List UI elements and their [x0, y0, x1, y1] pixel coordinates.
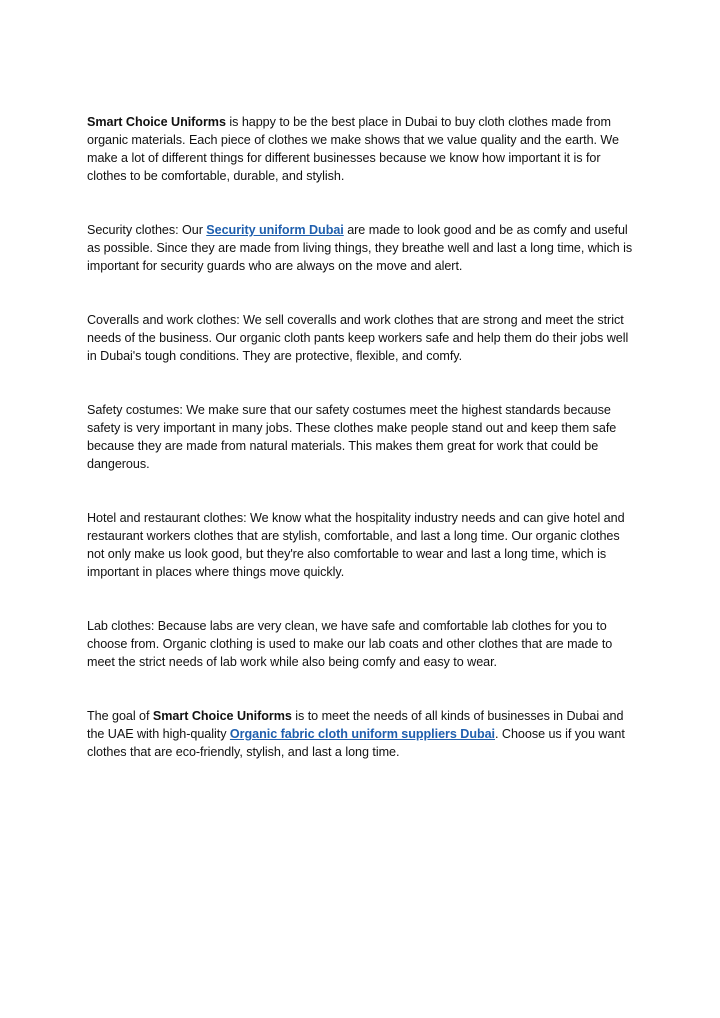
security-uniform-link[interactable]: Security uniform Dubai	[206, 223, 344, 237]
goal-text-after: . Choose us if you want clothes that are eco-friendly, stylish, and last a long time.	[87, 727, 625, 759]
goal-text-before: The goal of	[87, 709, 153, 723]
security-paragraph	[87, 221, 637, 275]
safety-paragraph: Safety costumes: We make sure that our safety costumes meet the highest standards because safety is very important in many jobs. These clothes make people stand out and keep them safe because they are made from natural materials. This makes them great for work that could be dangerous.	[87, 403, 617, 471]
document-body	[87, 113, 637, 761]
hospitality-paragraph: Hotel and restaurant clothes: We know what the hospitality industry needs and can give hotel and restaurant workers clothes that are stylish, comfortable, and last a long time. Our organic clothes not only make us look good, but they're also comfortable to wear and last a long time, which is important in places where things move quickly.	[87, 511, 625, 579]
goal-text-middle: is to meet the needs of all kinds of businesses in Dubai and the UAE with high-quality	[87, 709, 624, 741]
security-text-after: are made to look good and be as comfy and useful as possible. Since they are made from living things, they breathe well and last a long time, which is important for security guards who are always on the move and alert.	[87, 223, 633, 273]
coveralls-paragraph: Coveralls and work clothes: We sell coveralls and work clothes that are strong and meet the strict needs of the business. Our organic cloth pants keep workers safe and help them do their jobs well in Dubai's tough conditions. They are protective, flexible, and comfy.	[87, 313, 629, 363]
goal-paragraph	[87, 707, 637, 761]
intro-text: is happy to be the best place in Dubai to buy cloth clothes made from organic materials. Each piece of clothes we make shows that we value quality and the earth. We make a lot of different things for different businesses because we know how important it is for clothes to be comfortable, durable, and stylish.	[87, 115, 619, 183]
intro-paragraph	[87, 113, 637, 185]
organic-suppliers-link[interactable]: Organic fabric cloth uniform suppliers Dubai	[229, 727, 496, 741]
brand-name-2: Smart Choice Uniforms	[152, 709, 292, 723]
security-text-before: Security clothes: Our	[87, 223, 207, 237]
lab-paragraph: Lab clothes: Because labs are very clean, we have safe and comfortable lab clothes for you to choose from. Organic clothing is used to make our lab coats and other clothes that are made to meet the strict needs of lab work while also being comfy and easy to wear.	[87, 619, 613, 669]
brand-name: Smart Choice Uniforms	[87, 115, 226, 129]
